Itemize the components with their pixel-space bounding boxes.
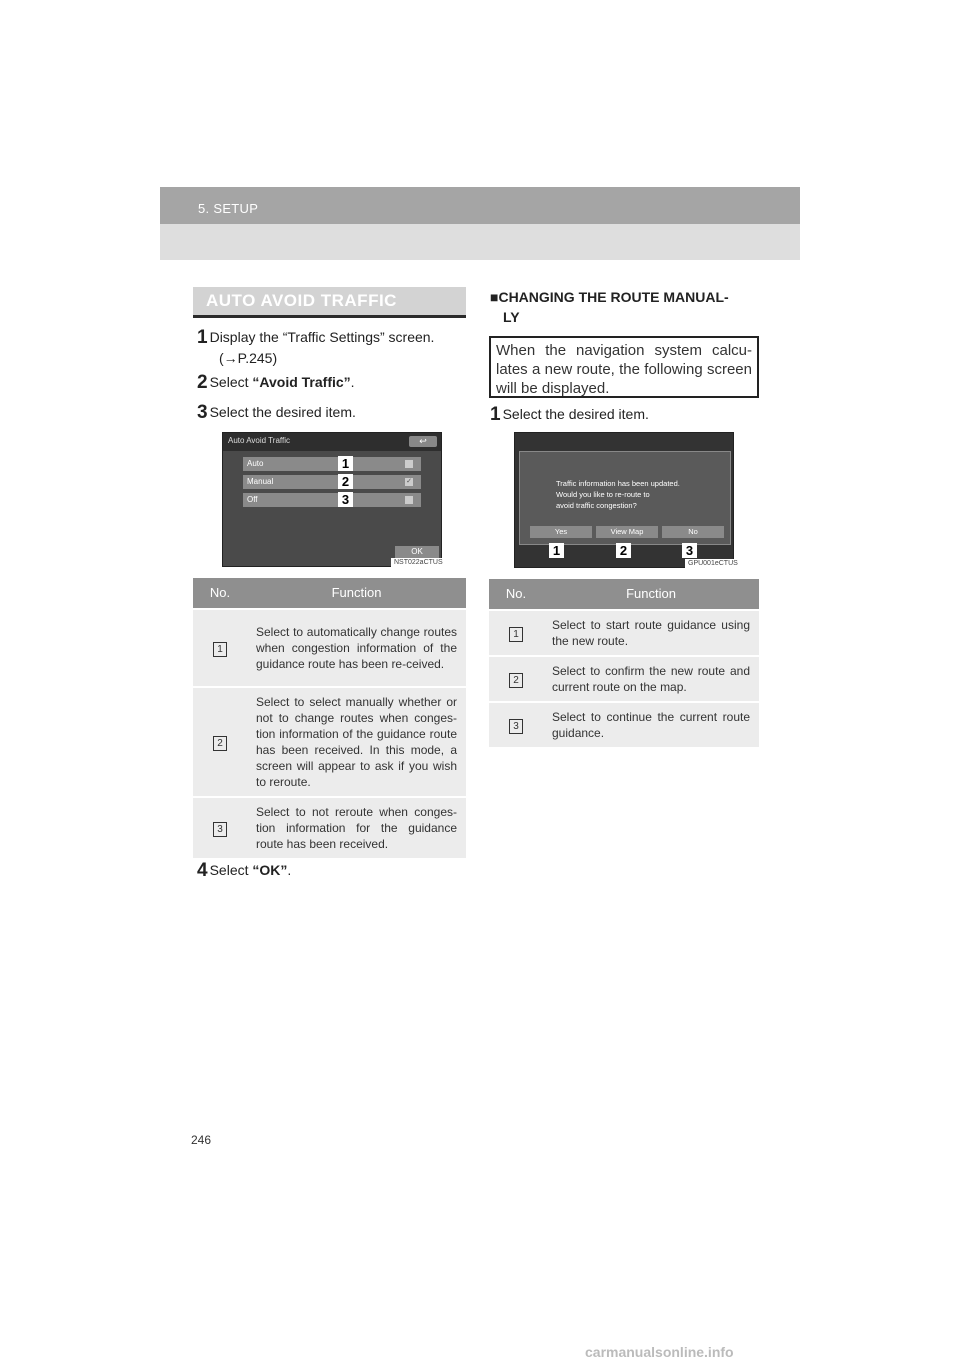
callout-marker-1: 1 bbox=[549, 543, 564, 558]
right-step-1 bbox=[490, 404, 649, 425]
page-number: 246 bbox=[191, 1133, 212, 1147]
screen-dialog bbox=[519, 451, 731, 545]
step-4 bbox=[197, 860, 291, 881]
number-box: 3 bbox=[509, 719, 523, 734]
heading-line-2: LY bbox=[503, 309, 520, 325]
option-label: Manual bbox=[247, 477, 274, 486]
step-3 bbox=[197, 402, 356, 423]
col-no-header: No. bbox=[489, 579, 543, 610]
screenshot-code: NST022aCTUS bbox=[391, 558, 446, 567]
number-box: 1 bbox=[213, 642, 227, 657]
number-box: 2 bbox=[213, 736, 227, 751]
checkmark-icon: ✓ bbox=[406, 478, 412, 485]
step-tail: . bbox=[350, 374, 355, 390]
step-2 bbox=[197, 372, 355, 393]
screenshot-code: GPU001eCTUS bbox=[685, 559, 741, 568]
screen-title: Auto Avoid Traffic bbox=[228, 436, 290, 445]
info-note-box: When the navigation system calcu-lates a new route, the following screen will be displayed. bbox=[489, 336, 759, 398]
callout-marker-3: 3 bbox=[682, 543, 697, 558]
col-function-header: Function bbox=[247, 578, 466, 609]
table-row bbox=[193, 609, 466, 687]
step-number: 1 bbox=[490, 404, 501, 425]
option-label: Auto bbox=[247, 459, 264, 468]
number-box: 3 bbox=[213, 822, 227, 837]
screen-option-manual bbox=[243, 475, 421, 489]
message-line: avoid traffic congestion? bbox=[556, 501, 637, 510]
callout-marker-1: 1 bbox=[338, 456, 353, 471]
table-row bbox=[193, 687, 466, 797]
screen-no-button: No bbox=[662, 526, 724, 538]
table-row bbox=[489, 610, 759, 656]
header-top-band bbox=[160, 187, 800, 224]
step-number: 3 bbox=[197, 402, 208, 423]
number-box: 1 bbox=[509, 627, 523, 642]
row-text: Select to select manually whether or not to change routes when conges-tion information of the guidance route has been received. In this mode, a screen will appear to ask if you wish to reroute. bbox=[247, 687, 466, 797]
table-row bbox=[489, 656, 759, 702]
col-function-header: Function bbox=[543, 579, 759, 610]
checkbox-icon bbox=[405, 496, 413, 504]
row-number-cell bbox=[489, 610, 543, 656]
step-bold: “OK” bbox=[252, 862, 288, 878]
step-number: 2 bbox=[197, 372, 208, 393]
checkbox-icon bbox=[405, 460, 413, 468]
option-label: Off bbox=[247, 495, 258, 504]
step-1 bbox=[197, 327, 467, 368]
step-text: Select bbox=[209, 374, 253, 390]
step-tail: . bbox=[287, 862, 292, 878]
screen-ok-button: OK bbox=[395, 546, 439, 558]
callout-marker-3: 3 bbox=[338, 492, 353, 507]
function-table-right bbox=[489, 579, 759, 747]
reroute-prompt-screenshot bbox=[514, 432, 738, 568]
section-title-bar bbox=[193, 287, 466, 318]
watermark: carmanualsonline.info bbox=[585, 1344, 734, 1360]
row-text: Select to not reroute when conges-tion information for the guidance route has been received. bbox=[247, 797, 466, 858]
step-text: Display the “Traffic Settings” screen. bbox=[209, 329, 435, 345]
row-number-cell bbox=[489, 656, 543, 702]
row-text: Select to confirm the new route and current route on the map. bbox=[543, 656, 759, 702]
row-number-cell bbox=[193, 609, 247, 687]
function-table-left bbox=[193, 578, 466, 858]
message-line: Traffic information has been updated. bbox=[556, 479, 680, 488]
callout-marker-2: 2 bbox=[338, 474, 353, 489]
number-box: 2 bbox=[509, 673, 523, 688]
row-text: Select to start route guidance using the new route. bbox=[543, 610, 759, 656]
callout-marker-2: 2 bbox=[616, 543, 631, 558]
subsection-heading bbox=[490, 287, 729, 327]
screen-yes-button: Yes bbox=[530, 526, 592, 538]
step-text: Select the desired item. bbox=[209, 404, 356, 420]
table-header-row bbox=[489, 579, 759, 610]
step-text: Select the desired item. bbox=[502, 406, 649, 422]
table-header-row bbox=[193, 578, 466, 609]
step-text: Select bbox=[209, 862, 253, 878]
screen-option-auto bbox=[243, 457, 421, 471]
auto-avoid-traffic-screenshot bbox=[222, 432, 442, 567]
step-bold: “Avoid Traffic” bbox=[252, 374, 351, 390]
screen-option-off bbox=[243, 493, 421, 507]
screen-view-map-button: View Map bbox=[596, 526, 658, 538]
message-line: Would you like to re-route to bbox=[556, 490, 650, 499]
back-icon: ↩ bbox=[409, 436, 437, 447]
heading-line-1: ■CHANGING THE ROUTE MANUAL- bbox=[490, 289, 729, 305]
dialog-message bbox=[556, 478, 680, 511]
table-row bbox=[193, 797, 466, 858]
row-text: Select to automatically change routes when congestion information of the guidance route has been re-ceived. bbox=[247, 609, 466, 687]
section-title: AUTO AVOID TRAFFIC bbox=[206, 291, 397, 310]
row-number-cell bbox=[489, 702, 543, 747]
row-number-cell bbox=[193, 797, 247, 858]
col-no-header: No. bbox=[193, 578, 247, 609]
step-number: 1 bbox=[197, 327, 208, 348]
table-row bbox=[489, 702, 759, 747]
row-number-cell bbox=[193, 687, 247, 797]
page-header bbox=[160, 187, 800, 260]
step-number: 4 bbox=[197, 860, 208, 881]
step-ref: (→P.245) bbox=[219, 350, 278, 366]
screen-title-bar bbox=[223, 433, 441, 451]
section-label: 5. SETUP bbox=[198, 201, 259, 216]
row-text: Select to continue the current route guidance. bbox=[543, 702, 759, 747]
